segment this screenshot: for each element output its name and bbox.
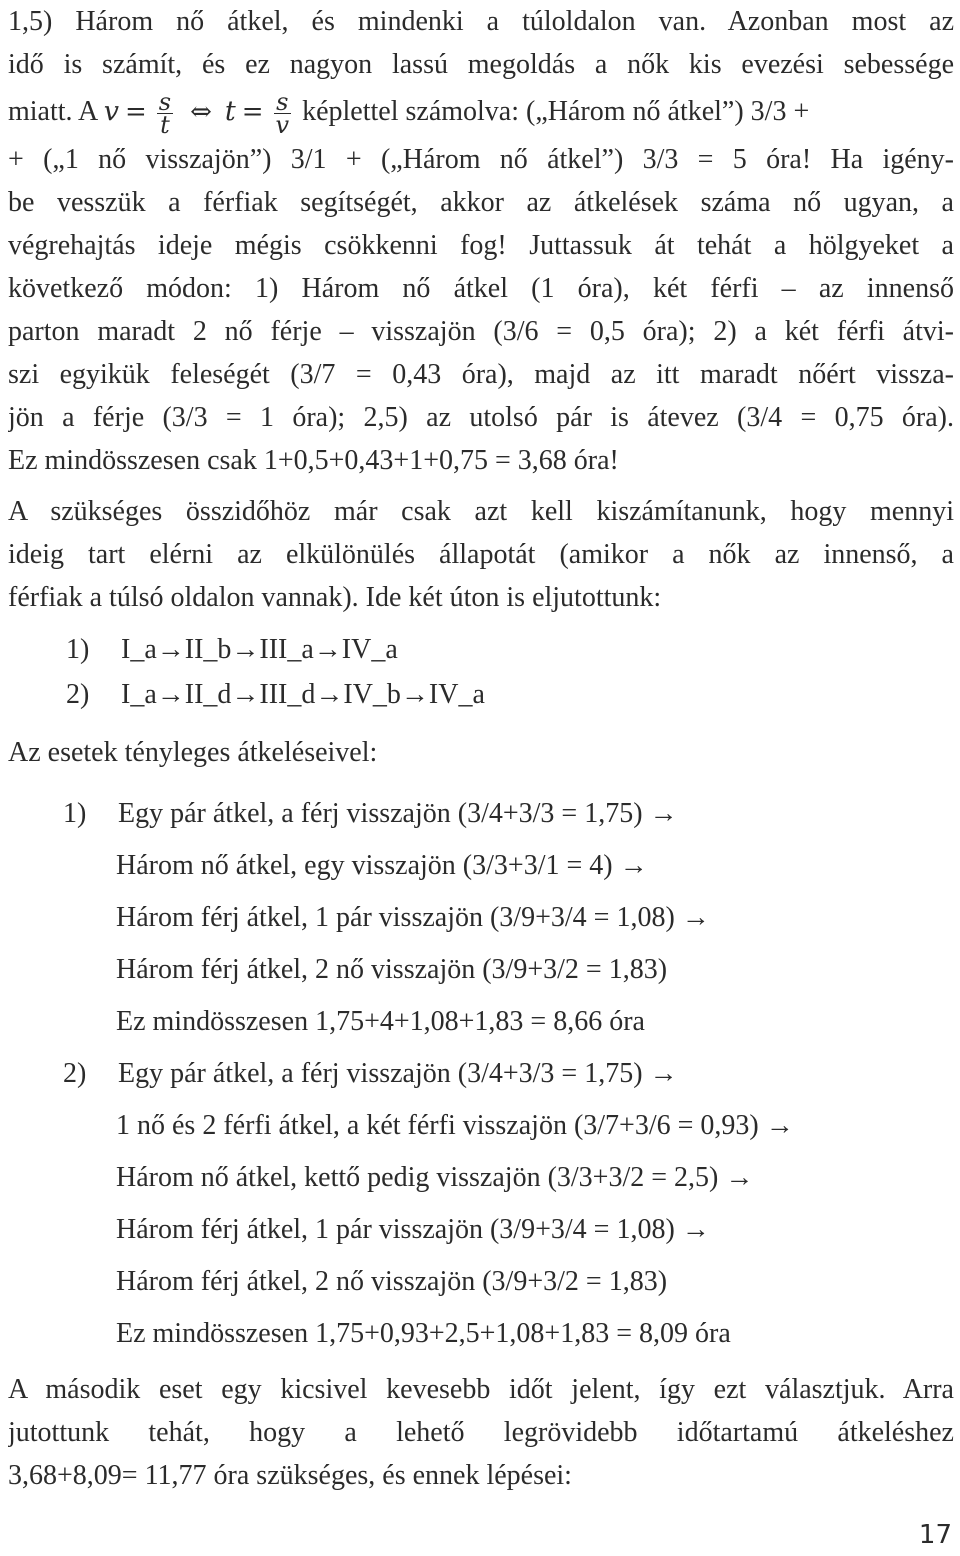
fraction-s-over-t <box>157 88 173 138</box>
paragraph-line: végrehajtás ideje mégis csökkenni fog! Juttassuk át tehát a hölgyeket a <box>8 230 954 261</box>
case-step: Három nő átkel, kettő pedig visszajön (3/3+3/2 = 2,5) → <box>116 1162 754 1193</box>
paragraph-2 <box>8 490 954 619</box>
math-var-v: v <box>103 96 119 127</box>
paragraph-line: 3,68+8,09= 11,77 óra szükséges, és ennek lépései: <box>8 1460 572 1491</box>
formula-line <box>8 86 954 138</box>
list-marker: 2) <box>63 1058 87 1089</box>
math-equals: = <box>241 97 264 127</box>
paragraph-line: ideig tart elérni az elkülönülés állapotát (amikor a nők az innenső, a <box>8 539 954 570</box>
case-step: Három férj átkel, 1 pár visszajön (3/9+3/4 = 1,08) → <box>116 902 710 933</box>
case-1 <box>8 788 954 1048</box>
paragraph-line: jutottunk tehát, hogy a lehető legrövidebb időtartamú átkeléshez <box>8 1417 954 1448</box>
case-step: Három férj átkel, 2 nő visszajön (3/9+3/2 = 1,83) <box>116 954 668 985</box>
case-step: 1 nő és 2 férfi átkel, a két férfi visszajön (3/7+3/6 = 0,93) → <box>116 1110 794 1141</box>
case-head-text: Egy pár átkel, a férj visszajön (3/4+3/3 = 1,75) → <box>118 1058 678 1089</box>
paragraph-line: Ez mindösszesen csak 1+0,5+0,43+1+0,75 = 3,68 óra! <box>8 445 619 476</box>
fraction-denominator: t <box>160 111 170 138</box>
paragraph-1 <box>8 0 954 482</box>
list-marker: 2) <box>66 679 90 710</box>
list-marker: 1) <box>63 798 87 829</box>
paragraph-line: parton maradt 2 nő férje – visszajön (3/6 = 0,5 óra); 2) a két férfi átvi- <box>8 316 954 347</box>
paragraph-line: idő is számít, és ez nagyon lassú megoldás a nők kis evezési sebessége <box>8 49 954 80</box>
paragraph-line: A második eset egy kicsivel kevesebb időt jelent, így ezt választjuk. Arra <box>8 1374 954 1405</box>
paragraph-3 <box>8 1368 954 1497</box>
fraction-denominator: v <box>275 111 290 138</box>
paragraph-line: be vesszük a férfiak segítségét, akkor az átkelések száma nő ugyan, a <box>8 187 954 218</box>
iff-arrow-icon: ⇔ <box>190 97 212 127</box>
paragraph-line: férfiak a túlsó oldalon vannak). Ide két úton is eljutottunk: <box>8 582 662 613</box>
paragraph-line: következő módon: 1) Három nő átkel (1 óra), két férfi – az innenső <box>8 273 954 304</box>
velocity-formula <box>103 88 302 138</box>
case-head <box>63 788 954 840</box>
path-item <box>66 672 954 717</box>
page-content <box>8 0 954 1497</box>
math-equals: = <box>124 97 147 127</box>
formula-lead-text: miatt. A <box>8 96 97 127</box>
paragraph-line: szi egyikük feleségét (3/7 = 0,43 óra), majd az itt maradt nőért vissza- <box>8 359 954 390</box>
case-total: Ez mindösszesen 1,75+0,93+2,5+1,08+1,83 = 8,09 óra <box>116 1318 731 1349</box>
paragraph-line: 1,5) Három nő átkel, és mindenki a túloldalon van. Azonban most az <box>8 6 954 37</box>
formula-trail-text: képlettel számolva: („Három nő átkel”) 3/3 + <box>302 96 810 127</box>
fraction-s-over-v <box>274 88 292 138</box>
case-step: Három férj átkel, 2 nő visszajön (3/9+3/2 = 1,83) <box>116 1266 668 1297</box>
paragraph-line: jön a férje (3/3 = 1 óra); 2,5) az utolsó pár is átevez (3/4 = 0,75 óra). <box>8 402 954 433</box>
path-text: I_a→II_d→III_d→IV_b→IV_a <box>121 679 485 710</box>
math-var-t: t <box>224 96 236 127</box>
path-list <box>8 627 954 717</box>
paragraph-line: + („1 nő visszajön”) 3/1 + („Három nő átkel”) 3/3 = 5 óra! Ha igény- <box>8 144 954 175</box>
cases-intro: Az esetek tényleges átkeléseivel: <box>8 737 378 768</box>
case-total: Ez mindösszesen 1,75+4+1,08+1,83 = 8,66 óra <box>116 1006 645 1037</box>
fraction-numerator: s <box>158 88 172 117</box>
case-head <box>63 1048 954 1100</box>
fraction-numerator: s <box>274 91 292 114</box>
case-step: Három férj átkel, 1 pár visszajön (3/9+3/4 = 1,08) → <box>116 1214 710 1245</box>
list-marker: 1) <box>66 634 90 665</box>
path-item <box>66 627 954 672</box>
case-head-text: Egy pár átkel, a férj visszajön (3/4+3/3 = 1,75) → <box>118 798 678 829</box>
case-step: Három nő átkel, egy visszajön (3/3+3/1 = 4) → <box>116 850 648 881</box>
paragraph-line: A szükséges összidőhöz már csak azt kell kiszámítanunk, hogy mennyi <box>8 496 954 527</box>
path-text: I_a→II_b→III_a→IV_a <box>121 634 398 665</box>
page-number: 17 <box>918 1520 952 1550</box>
case-2 <box>8 1048 954 1360</box>
